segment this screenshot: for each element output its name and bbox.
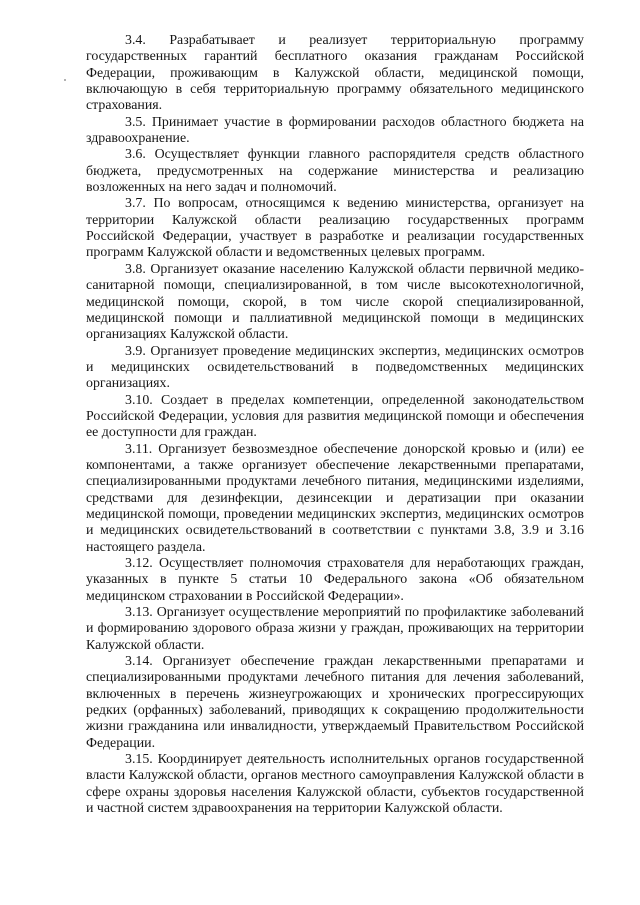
paragraph-number: 3.8.	[125, 261, 146, 277]
paragraph-number: 3.5.	[125, 114, 146, 130]
paragraph-text: Организует безвозмездное обеспечение донорской кровью и (или) ее компонентами, а также организует обеспечение лекарственными препаратами, специализированными продуктами лечебного питания, медицинскими изделиями, средствами для дезинфекции, дезинсекции и дератизации при оказании медицинской помощи, проведении медицинских экспертиз, медицинских осмотров и медицинских освидетельствований в соответствии с пунктами 3.8, 3.9 и 3.16 настоящего раздела.	[86, 441, 584, 555]
paragraph-text: Создает в пределах компетенции, определенной законодательством Российской Федерации, условия для развития медицинской помощи и обеспечения ее доступности для граждан.	[86, 392, 584, 441]
document-body	[86, 33, 584, 818]
paragraph-3-9	[86, 344, 584, 393]
paragraph-3-15	[86, 752, 584, 817]
paragraph-number: 3.10.	[125, 392, 153, 408]
paragraph-text: Разрабатывает и реализует территориальную программу государственных гарантий бесплатного оказания гражданам Российской Федерации, проживающим в Калужской области, медицинской помощи, включающую в себя территориальную программу обязательного медицинского страхования.	[86, 33, 584, 114]
paragraph-text: Принимает участие в формировании расходов областного бюджета на здравоохранение.	[86, 114, 584, 147]
paragraph-text: Организует проведение медицинских экспертиз, медицинских осмотров и медицинских освидетельствований в подведомственных медицинских организациях.	[86, 343, 584, 392]
paragraph-text: По вопросам, относящимся к ведению министерства, организует на территории Калужской области реализацию государственных программ Российской Федерации, участвует в разработке и реализации государственных программ Калужской области и ведомственных целевых программ.	[86, 196, 584, 261]
paragraph-text: Организует оказание населению Калужской области первичной медико-санитарной помощи, специализированной, в том числе высокотехнологичной, медицинской помощи, скорой, в том числе скорой специализированной, медицинской помощи и паллиативной медицинской помощи в медицинских организациях Калужской области.	[86, 261, 584, 343]
paragraph-number: 3.15.	[125, 752, 153, 768]
paragraph-text: Организует осуществление мероприятий по профилактике заболеваний и формированию здорового образа жизни у граждан, проживающих на территории Калужской области.	[86, 605, 584, 653]
paragraph-number: 3.4.	[125, 33, 146, 48]
paragraph-3-6	[86, 147, 584, 196]
paragraph-3-11	[86, 442, 584, 556]
paragraph-3-10	[86, 393, 584, 442]
paragraph-text: Координирует деятельность исполнительных органов государственной власти Калужской области, органов местного самоуправления Калужской области в сфере охраны здоровья населения Калужской области, субъектов государственной и частной систем здравоохранения на территории Калужской области.	[86, 752, 584, 817]
paragraph-3-8	[86, 262, 584, 344]
paragraph-number: 3.12.	[125, 556, 153, 571]
paragraph-3-13	[86, 605, 584, 654]
paragraph-text: Осуществляет полномочия страхователя для неработающих граждан, указанных в пункте 5 статьи 10 Федерального закона «Об обязательном медицинском страховании в Российской Федерации».	[86, 556, 584, 604]
paragraph-3-14	[86, 654, 584, 752]
paragraph-3-12	[86, 556, 584, 605]
paragraph-number: 3.6.	[125, 147, 146, 163]
paragraph-number: 3.9.	[125, 343, 146, 359]
scan-speck	[64, 79, 66, 81]
paragraph-3-7	[86, 196, 584, 261]
paragraph-3-5	[86, 115, 584, 148]
paragraph-3-4	[86, 33, 584, 115]
paragraph-number: 3.13.	[125, 605, 153, 621]
paragraph-text: Организует обеспечение граждан лекарственными препаратами и специализированными продуктами лечебного питания для лечения заболеваний, включенных в перечень жизнеугрожающих и хронических прогрессирующих редких (орфанных) заболеваний, приводящих к сокращению продолжительности жизни гражданина или инвалидности, утверждаемый Правительством Российской Федерации.	[86, 654, 584, 751]
paragraph-text: Осуществляет функции главного распорядителя средств областного бюджета, предусмотренных на содержание министерства и реализацию возложенных на него задач и полномочий.	[86, 147, 584, 196]
paragraph-number: 3.7.	[125, 196, 146, 212]
paragraph-number: 3.14.	[125, 654, 153, 670]
paragraph-number: 3.11.	[125, 441, 153, 457]
